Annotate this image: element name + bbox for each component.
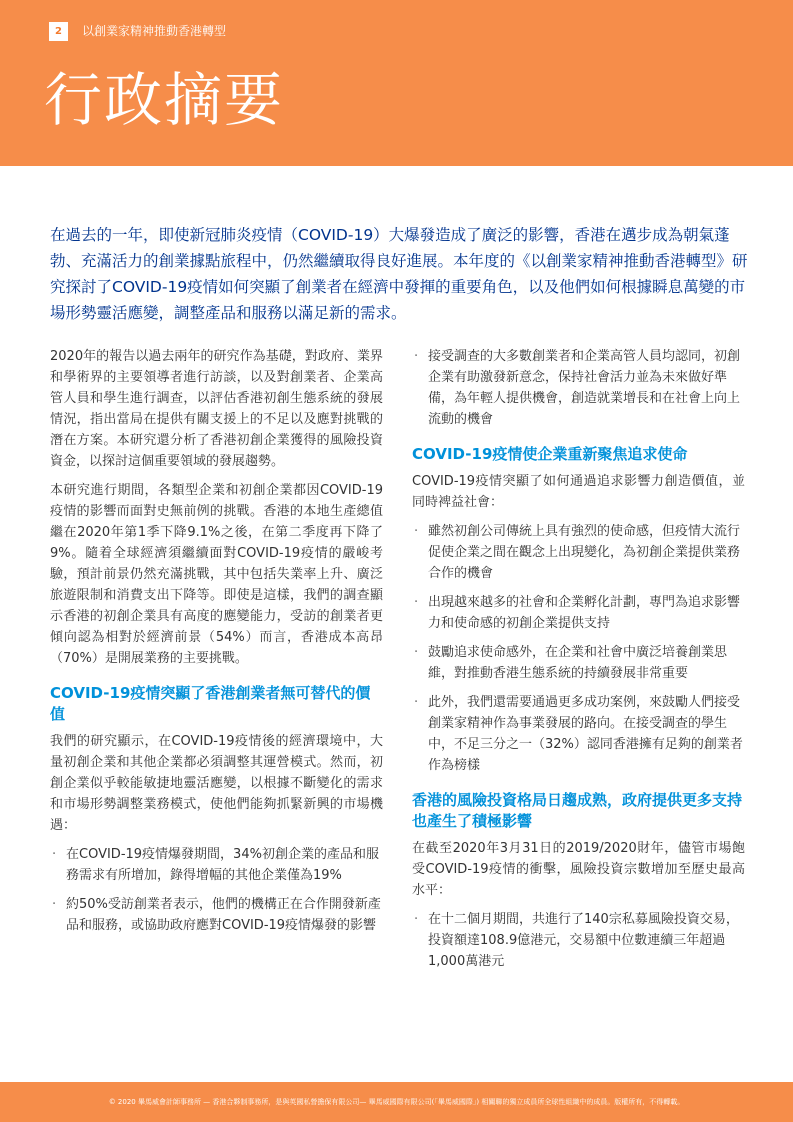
paragraph: COVID-19疫情突顯了如何通過追求影響力創造價值，並同時裨益社會： bbox=[412, 474, 745, 510]
bullet-icon: · bbox=[414, 695, 419, 710]
paragraph: 2020年的報告以過去兩年的研究作為基礎，對政府、業界和學術界的主要領導者進行訪談，以及對創業者、企業高管人員和學生進行調查，以評估香港初創生態系統的發展情況，指出當局在提供有關支援上的不足以及應對挑戰的潛在方案。本研究還分析了香港初創企業獲得的風險投資資金，以探討這個重要領域的發展趨勢。 bbox=[50, 349, 383, 469]
list-item: · 此外，我們還需要通過更多成功案例，來鼓勵人們接受創業家精神作為事業發展的路向。在接受調查的學生中，不足三分之一（32%）認同香港擁有足夠的創業者作為榜樣 bbox=[412, 692, 745, 776]
paragraph: 我們的研究顯示，在COVID-19疫情後的經濟環境中，大量初創企業和其他企業都必須調整其運營模式。然而，初創企業似乎較能敏捷地靈活應變，以根據不斷變化的需求和市場形勢調整業務模式，使他們能夠抓緊新興的市場機遇： bbox=[50, 734, 383, 833]
list-item: · 在十二個月期間，共進行了140宗私募風險投資交易，投資額達108.9億港元，交易額中位數連續三年超過1,000萬港元 bbox=[412, 909, 745, 972]
intro-paragraph: 在過去的一年，即使新冠肺炎疫情（COVID-19）大爆發造成了廣泛的影響，香港在邁步成為朝氣蓬勃、充滿活力的創業據點旅程中，仍然繼續取得良好進展。本年度的《以創業家精神推動香港轉型》研究探討了COVID-19疫情如何突顯了創業者在經濟中發揮的重要角色，以及他們如何根據瞬息萬變的市場形勢靈活應變，調整產品和服務以滿足新的需求。 bbox=[50, 226, 748, 322]
list-item: · 鼓勵追求使命感外，在企業和社會中廣泛培養創業思維，對推動香港生態系統的持續發展非常重要 bbox=[412, 642, 745, 684]
bullet-icon: · bbox=[414, 645, 419, 660]
list-item: · 出現越來越多的社會和企業孵化計劃，專門為追求影響力和使命感的初創企業提供支持 bbox=[412, 592, 745, 634]
section-heading: 香港的風險投資格局日趨成熟，政府提供更多支持也產生了積極影響 bbox=[412, 791, 743, 830]
bullet-icon: · bbox=[414, 524, 419, 539]
left-column bbox=[50, 346, 383, 944]
footer-bar bbox=[0, 1082, 793, 1122]
running-title: 以創業家精神推動香港轉型 bbox=[82, 24, 227, 38]
list-item: · 在COVID-19疫情爆發期間，34%初創企業的產品和服務需求有所增加，錄得增幅的其他企業僅為19% bbox=[50, 844, 383, 886]
copyright-notice: © 2020 畢馬威會計師事務所 — 香港合夥制事務所，是與英國私營擔保有限公司— 畢馬威國際有限公司(「畢馬威國際」) 相關聯的獨立成員所全球性組織中的成員。版權所有，不得轉載。 bbox=[108, 1098, 685, 1106]
section-heading: COVID-19疫情突顯了香港創業者無可替代的價值 bbox=[50, 684, 371, 723]
bullet-icon: · bbox=[414, 595, 419, 610]
list-item: · 約50%受訪創業者表示，他們的機構正在合作開發新產品和服務，或協助政府應對COVID-19疫情爆發的影響 bbox=[50, 894, 383, 936]
bullet-icon: · bbox=[52, 897, 57, 912]
page-title: 行政摘要 bbox=[44, 66, 285, 134]
header-banner bbox=[0, 0, 793, 166]
bullet-icon: · bbox=[414, 349, 419, 364]
page-number: 2 bbox=[49, 22, 68, 41]
list-item: · 雖然初創公司傳統上具有強烈的使命感，但疫情大流行促使企業之間在觀念上出現變化，為初創企業提供業務合作的機會 bbox=[412, 521, 745, 584]
bullet-icon: · bbox=[414, 912, 419, 927]
section-heading: COVID-19疫情使企業重新聚焦追求使命 bbox=[412, 445, 688, 463]
paragraph: 本研究進行期間，各類型企業和初創企業都因COVID-19疫情的影響而面對史無前例的挑戰。香港的本地生產總值繼在2020年第1季下降9.1%之後，在第二季度再下降了9%。隨着全球經濟須繼續面對COVID-19疫情的嚴峻考驗，預計前景仍然充滿挑戰，其中包括失業率上升、廣泛旅遊限制和消費支出下降等。即使是這樣，我們的調查顯示香港的初創企業具有高度的應變能力，受訪的創業者更傾向認為相對於經濟前景（54%）而言，香港成本高昂（70%）是開展業務的主要挑戰。 bbox=[50, 483, 383, 666]
paragraph: 在截至2020年3月31日的2019/2020財年，儘管市場飽受COVID-19疫情的衝擊，風險投資宗數增加至歷史最高水平： bbox=[412, 841, 745, 898]
right-column bbox=[412, 346, 745, 980]
bullet-icon: · bbox=[52, 847, 57, 862]
list-item: · 接受調查的大多數創業者和企業高管人員均認同，初創企業有助激發新意念，保持社會活力並為未來做好準備，為年輕人提供機會，創造就業增長和在社會上向上流動的機會 bbox=[412, 346, 745, 430]
